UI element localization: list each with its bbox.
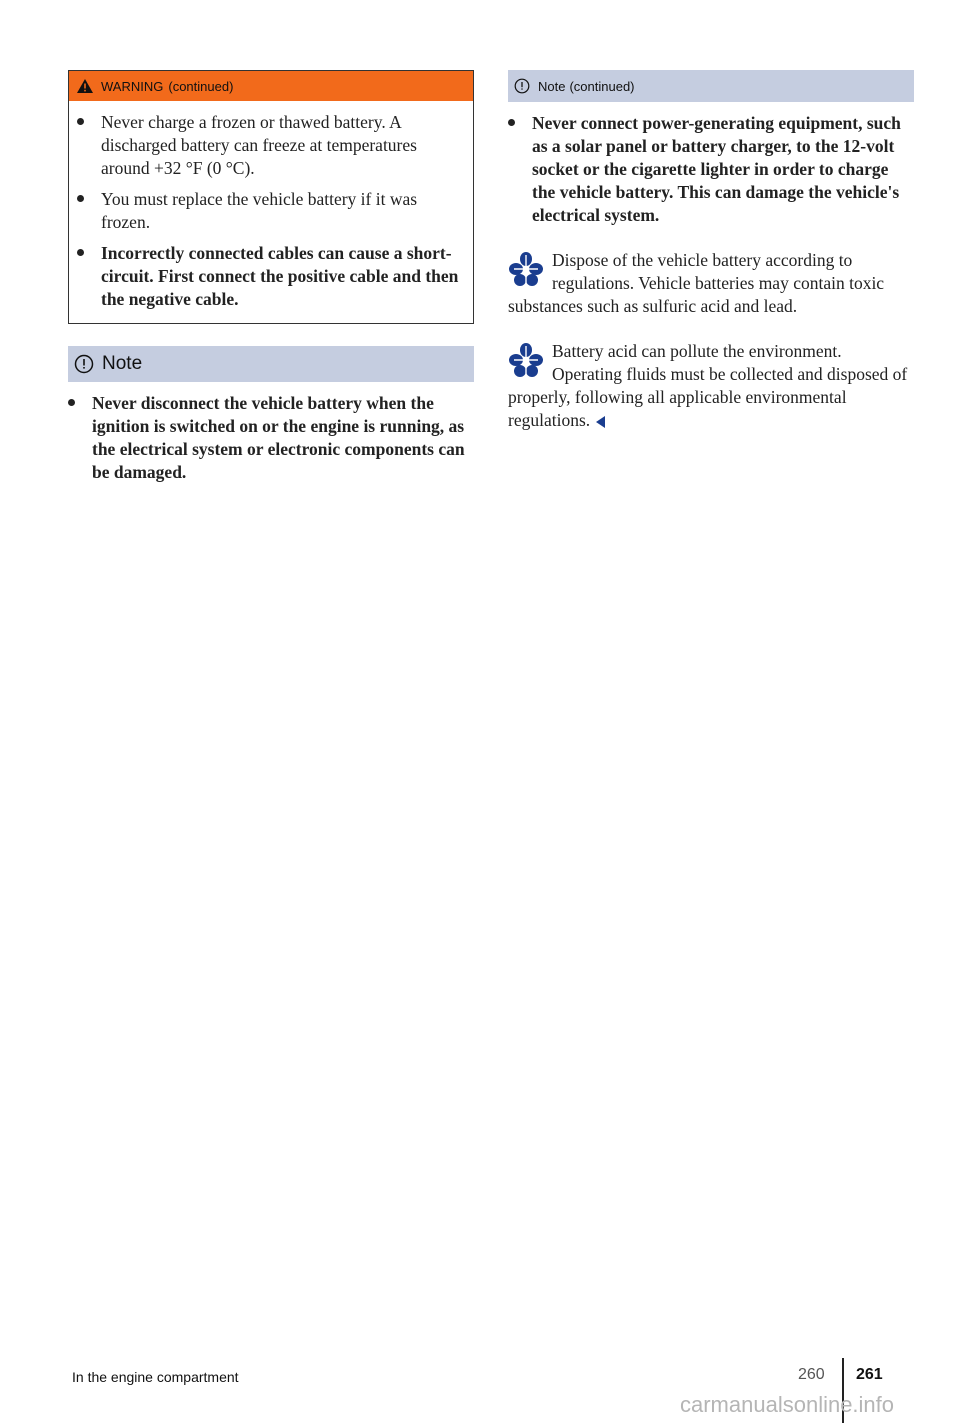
section-footer: In the engine compartment [72, 1369, 239, 1385]
info-circle-icon [514, 78, 530, 94]
environment-text: Dispose of the vehicle battery according to regulations. Vehicle batteries may contain toxic substances such as sulfuric acid and lead. [508, 250, 885, 316]
warning-item: Incorrectly connected cables can cause a short-circuit. First connect the positive cable and then the negative cable. [77, 242, 465, 311]
watermark: carmanualsonline.info [680, 1392, 895, 1417]
note-body [508, 102, 914, 227]
info-circle-icon [74, 354, 94, 374]
environment-text: Battery acid can pollute the environment. Operating fluids must be collected and disposed of properly, following all applicable environmental regulations. [508, 341, 908, 430]
page-number-left: 260 [798, 1366, 825, 1383]
environment-leaf-icon [508, 342, 544, 378]
note-title: Note [102, 353, 143, 374]
environment-note [508, 249, 914, 318]
warning-item: You must replace the vehicle battery if it was frozen. [77, 188, 465, 234]
left-column [68, 70, 474, 492]
environment-leaf-icon [508, 251, 544, 287]
bullet-icon [508, 119, 515, 126]
bullet-icon [77, 249, 84, 256]
environment-note [508, 340, 914, 432]
note-continued: (continued) [569, 78, 635, 94]
page-number-right: 261 [856, 1366, 883, 1383]
bullet-icon [68, 399, 75, 406]
note-body [68, 382, 474, 484]
note-title: Note [538, 78, 566, 94]
warning-item: Never charge a frozen or thawed battery. A discharged battery can freeze at temperatures around +32 °F (0 °C). [77, 111, 465, 180]
warning-header [69, 70, 473, 101]
bullet-icon [77, 118, 84, 125]
warning-continued: (continued) [168, 78, 234, 94]
right-column [508, 70, 914, 432]
warning-title: WARNING [101, 78, 164, 94]
note-continued-header [508, 70, 914, 102]
note-item: Never disconnect the vehicle battery when the ignition is switched on or the engine is running, as the electrical system or electronic components can be damaged. [68, 392, 474, 484]
note-header [68, 346, 474, 382]
bullet-icon [77, 195, 84, 202]
warning-box [68, 70, 474, 324]
warning-body [69, 101, 473, 323]
end-of-section-arrow-icon [596, 416, 605, 428]
warning-triangle-icon [77, 79, 93, 93]
note-item: Never connect power-generating equipment, such as a solar panel or battery charger, to the 12-volt socket or the cigarette lighter in order to charge the vehicle battery. This can damage the vehicle's electrical system. [508, 112, 914, 227]
